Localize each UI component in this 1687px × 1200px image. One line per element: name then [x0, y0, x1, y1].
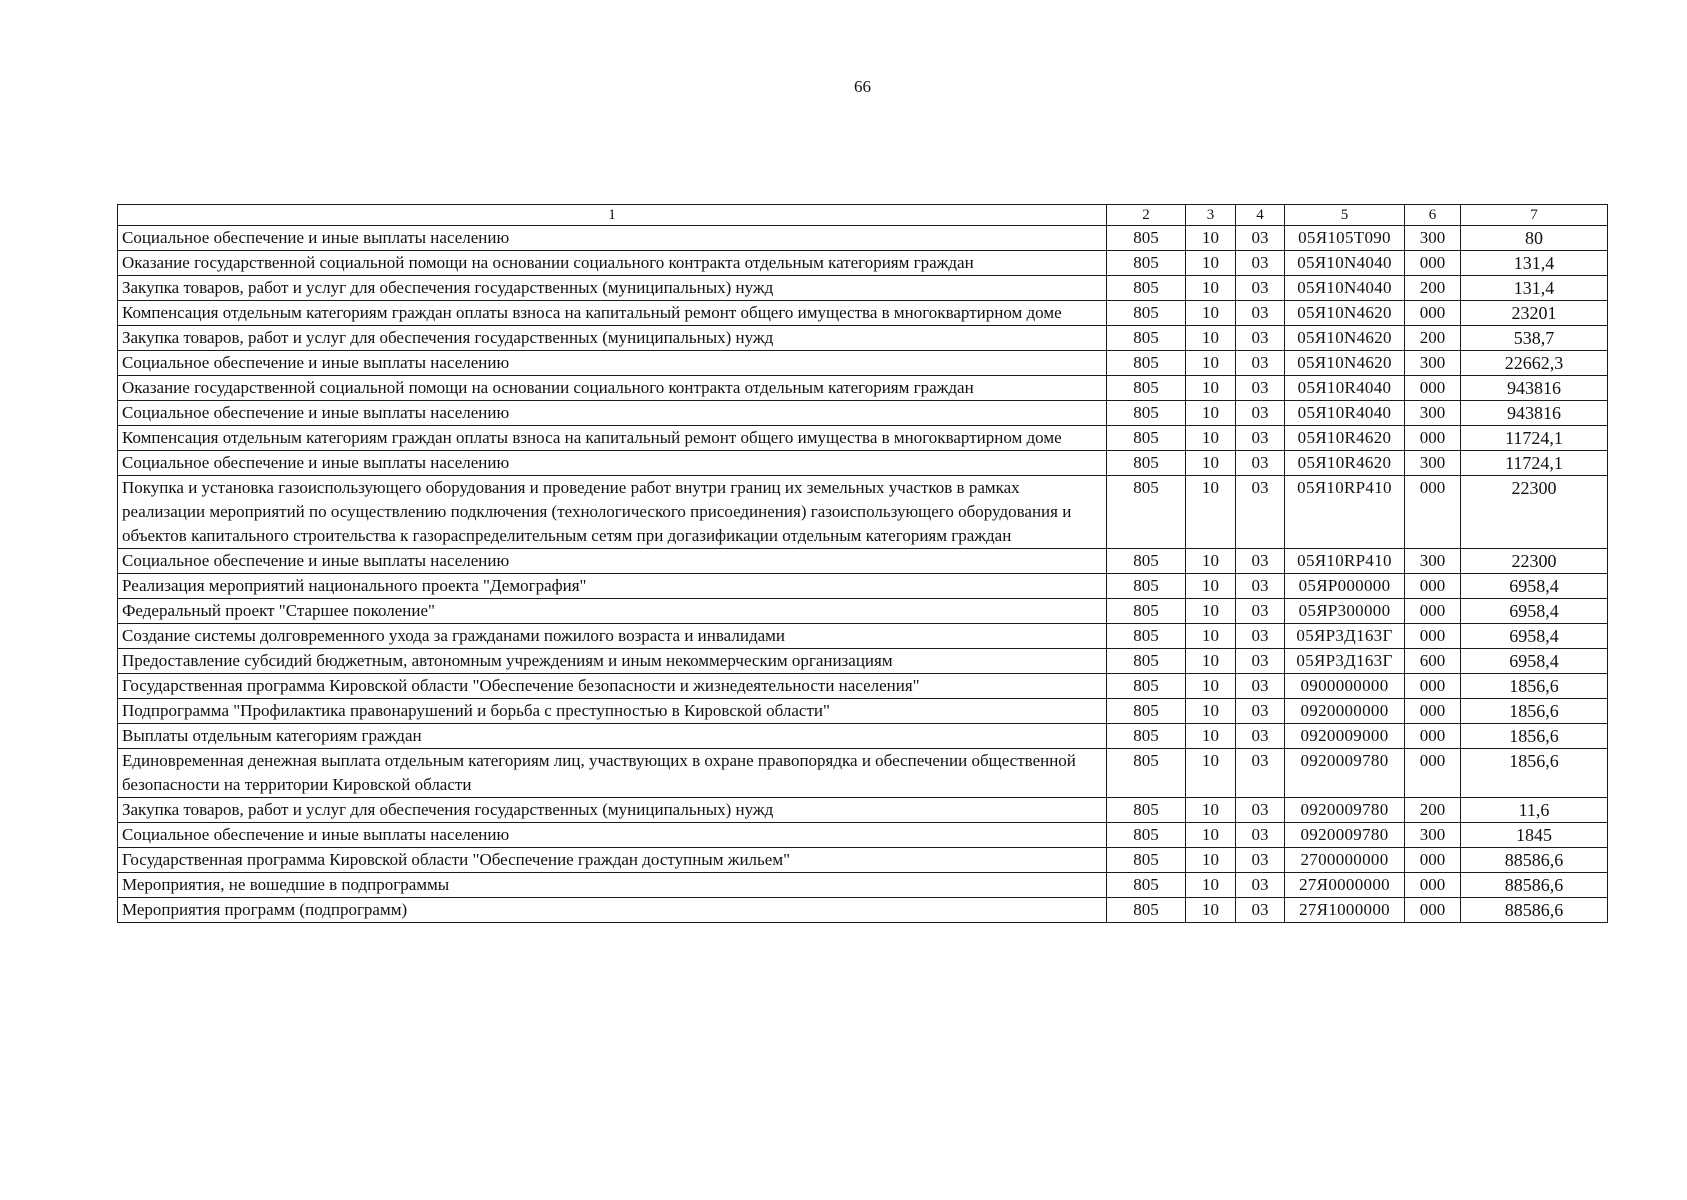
cell-col-4: 03 [1236, 823, 1285, 848]
cell-col-4: 03 [1236, 476, 1285, 549]
cell-col-7: 23201 [1461, 301, 1608, 326]
cell-col-3: 10 [1186, 326, 1236, 351]
cell-col-5: 05Я10N4040 [1285, 276, 1405, 301]
table-row [118, 549, 1608, 574]
cell-col-6: 000 [1405, 674, 1461, 699]
cell-col-3: 10 [1186, 251, 1236, 276]
cell-col-5: 05Я10R4620 [1285, 451, 1405, 476]
cell-col-7: 1856,6 [1461, 724, 1608, 749]
cell-col-2: 805 [1107, 376, 1186, 401]
cell-col-2: 805 [1107, 823, 1186, 848]
row-name-cell: Мероприятия, не вошедшие в подпрограммы [118, 873, 1107, 898]
cell-col-5: 0920009780 [1285, 823, 1405, 848]
row-name-cell: Закупка товаров, работ и услуг для обеспечения государственных (муниципальных) нужд [118, 326, 1107, 351]
cell-col-6: 000 [1405, 624, 1461, 649]
cell-col-7: 6958,4 [1461, 624, 1608, 649]
cell-col-5: 05ЯР3Д163Г [1285, 649, 1405, 674]
cell-col-3: 10 [1186, 724, 1236, 749]
cell-col-2: 805 [1107, 301, 1186, 326]
cell-col-4: 03 [1236, 649, 1285, 674]
cell-col-5: 0920009780 [1285, 749, 1405, 798]
cell-col-6: 200 [1405, 798, 1461, 823]
row-name-cell: Выплаты отдельным категориям граждан [118, 724, 1107, 749]
cell-col-5: 27Я0000000 [1285, 873, 1405, 898]
cell-col-4: 03 [1236, 549, 1285, 574]
table-row [118, 873, 1608, 898]
cell-col-3: 10 [1186, 649, 1236, 674]
cell-col-3: 10 [1186, 749, 1236, 798]
cell-col-6: 200 [1405, 326, 1461, 351]
row-name-cell: Предоставление субсидий бюджетным, автономным учреждениям и иным некоммерческим организациям [118, 649, 1107, 674]
row-name-cell: Федеральный проект "Старшее поколение" [118, 599, 1107, 624]
cell-col-6: 000 [1405, 476, 1461, 549]
row-name-cell: Закупка товаров, работ и услуг для обеспечения государственных (муниципальных) нужд [118, 276, 1107, 301]
table-row [118, 898, 1608, 923]
cell-col-5: 05Я10N4040 [1285, 251, 1405, 276]
cell-col-4: 03 [1236, 426, 1285, 451]
cell-col-3: 10 [1186, 898, 1236, 923]
table-row [118, 699, 1608, 724]
table-row [118, 599, 1608, 624]
table-row [118, 624, 1608, 649]
cell-col-4: 03 [1236, 401, 1285, 426]
cell-col-5: 05ЯР000000 [1285, 574, 1405, 599]
cell-col-7: 1856,6 [1461, 749, 1608, 798]
cell-col-5: 05ЯР3Д163Г [1285, 624, 1405, 649]
table-row [118, 401, 1608, 426]
row-name-cell: Подпрограмма "Профилактика правонарушений и борьба с преступностью в Кировской области" [118, 699, 1107, 724]
cell-col-4: 03 [1236, 351, 1285, 376]
table-row [118, 674, 1608, 699]
row-name-cell: Социальное обеспечение и иные выплаты населению [118, 226, 1107, 251]
cell-col-4: 03 [1236, 749, 1285, 798]
cell-col-4: 03 [1236, 226, 1285, 251]
table-row [118, 749, 1608, 798]
row-name-cell: Социальное обеспечение и иные выплаты населению [118, 823, 1107, 848]
page-number: 66 [854, 77, 871, 96]
header-cell: 2 [1107, 205, 1186, 226]
cell-col-5: 0920000000 [1285, 699, 1405, 724]
cell-col-2: 805 [1107, 549, 1186, 574]
table-row [118, 823, 1608, 848]
cell-col-5: 2700000000 [1285, 848, 1405, 873]
cell-col-3: 10 [1186, 674, 1236, 699]
cell-col-6: 600 [1405, 649, 1461, 674]
cell-col-3: 10 [1186, 798, 1236, 823]
table-row [118, 848, 1608, 873]
cell-col-2: 805 [1107, 599, 1186, 624]
cell-col-2: 805 [1107, 724, 1186, 749]
cell-col-2: 805 [1107, 699, 1186, 724]
table-header [118, 205, 1608, 226]
cell-col-3: 10 [1186, 276, 1236, 301]
cell-col-3: 10 [1186, 549, 1236, 574]
cell-col-5: 05Я10R4040 [1285, 376, 1405, 401]
cell-col-4: 03 [1236, 326, 1285, 351]
row-name-cell: Государственная программа Кировской области "Обеспечение безопасности и жизнедеятельности населения" [118, 674, 1107, 699]
cell-col-4: 03 [1236, 699, 1285, 724]
cell-col-7: 22300 [1461, 549, 1608, 574]
header-cell: 7 [1461, 205, 1608, 226]
cell-col-6: 000 [1405, 873, 1461, 898]
cell-col-5: 0920009000 [1285, 724, 1405, 749]
row-name-cell: Оказание государственной социальной помощи на основании социального контракта отдельным категориям граждан [118, 376, 1107, 401]
cell-col-3: 10 [1186, 873, 1236, 898]
header-cell: 1 [118, 205, 1107, 226]
row-name-cell: Социальное обеспечение и иные выплаты населению [118, 549, 1107, 574]
cell-col-6: 000 [1405, 848, 1461, 873]
table-row [118, 649, 1608, 674]
table-row [118, 451, 1608, 476]
cell-col-2: 805 [1107, 451, 1186, 476]
cell-col-3: 10 [1186, 599, 1236, 624]
cell-col-5: 0900000000 [1285, 674, 1405, 699]
cell-col-4: 03 [1236, 898, 1285, 923]
cell-col-5: 05Я10N4620 [1285, 301, 1405, 326]
cell-col-6: 000 [1405, 724, 1461, 749]
cell-col-3: 10 [1186, 574, 1236, 599]
cell-col-3: 10 [1186, 351, 1236, 376]
table-row [118, 276, 1608, 301]
budget-table [117, 204, 1608, 923]
cell-col-6: 000 [1405, 301, 1461, 326]
row-name-cell: Единовременная денежная выплата отдельным категориям лиц, участвующих в охране правопорядка и обеспечении общественной безопасности на территории Кировской области [118, 749, 1107, 798]
header-cell: 3 [1186, 205, 1236, 226]
row-name-cell: Социальное обеспечение и иные выплаты населению [118, 401, 1107, 426]
cell-col-6: 300 [1405, 451, 1461, 476]
table-row [118, 724, 1608, 749]
cell-col-4: 03 [1236, 624, 1285, 649]
cell-col-7: 1856,6 [1461, 674, 1608, 699]
cell-col-5: 05Я10R4620 [1285, 426, 1405, 451]
cell-col-6: 300 [1405, 351, 1461, 376]
cell-col-3: 10 [1186, 301, 1236, 326]
cell-col-5: 0920009780 [1285, 798, 1405, 823]
cell-col-4: 03 [1236, 674, 1285, 699]
cell-col-7: 538,7 [1461, 326, 1608, 351]
row-name-cell: Закупка товаров, работ и услуг для обеспечения государственных (муниципальных) нужд [118, 798, 1107, 823]
cell-col-2: 805 [1107, 251, 1186, 276]
cell-col-7: 943816 [1461, 376, 1608, 401]
cell-col-2: 805 [1107, 749, 1186, 798]
header-row [118, 205, 1608, 226]
row-name-cell: Социальное обеспечение и иные выплаты населению [118, 451, 1107, 476]
cell-col-3: 10 [1186, 401, 1236, 426]
cell-col-3: 10 [1186, 624, 1236, 649]
cell-col-7: 6958,4 [1461, 574, 1608, 599]
row-name-cell: Компенсация отдельным категориям граждан оплаты взноса на капитальный ремонт общего имущества в многоквартирном доме [118, 301, 1107, 326]
cell-col-3: 10 [1186, 699, 1236, 724]
row-name-cell: Покупка и установка газоиспользующего оборудования и проведение работ внутри границ их земельных участков в рамках реализации мероприятий по осуществлению подключения (технологического присоединения) газоиспользующего оборудования и объектов капитального строительства к газораспределительным сетям при догазификации отдельным категориям граждан [118, 476, 1107, 549]
cell-col-7: 22662,3 [1461, 351, 1608, 376]
cell-col-4: 03 [1236, 873, 1285, 898]
cell-col-3: 10 [1186, 476, 1236, 549]
cell-col-5: 05Я10N4620 [1285, 351, 1405, 376]
row-name-cell: Государственная программа Кировской области "Обеспечение граждан доступным жильем" [118, 848, 1107, 873]
cell-col-2: 805 [1107, 476, 1186, 549]
row-name-cell: Мероприятия программ (подпрограмм) [118, 898, 1107, 923]
cell-col-7: 6958,4 [1461, 649, 1608, 674]
row-name-cell: Реализация мероприятий национального проекта "Демография" [118, 574, 1107, 599]
cell-col-5: 05ЯР300000 [1285, 599, 1405, 624]
cell-col-4: 03 [1236, 724, 1285, 749]
cell-col-7: 88586,6 [1461, 898, 1608, 923]
cell-col-6: 200 [1405, 276, 1461, 301]
cell-col-6: 000 [1405, 574, 1461, 599]
cell-col-6: 000 [1405, 599, 1461, 624]
header-cell: 6 [1405, 205, 1461, 226]
table-row [118, 426, 1608, 451]
cell-col-6: 000 [1405, 749, 1461, 798]
cell-col-4: 03 [1236, 451, 1285, 476]
cell-col-7: 1845 [1461, 823, 1608, 848]
cell-col-7: 1856,6 [1461, 699, 1608, 724]
cell-col-7: 88586,6 [1461, 848, 1608, 873]
cell-col-7: 131,4 [1461, 276, 1608, 301]
cell-col-4: 03 [1236, 798, 1285, 823]
table-row [118, 301, 1608, 326]
cell-col-4: 03 [1236, 276, 1285, 301]
cell-col-5: 05Я10N4620 [1285, 326, 1405, 351]
table-row [118, 376, 1608, 401]
row-name-cell: Компенсация отдельным категориям граждан оплаты взноса на капитальный ремонт общего имущества в многоквартирном доме [118, 426, 1107, 451]
cell-col-3: 10 [1186, 451, 1236, 476]
cell-col-2: 805 [1107, 624, 1186, 649]
cell-col-5: 05Я105Т090 [1285, 226, 1405, 251]
header-cell: 4 [1236, 205, 1285, 226]
cell-col-2: 805 [1107, 226, 1186, 251]
cell-col-6: 300 [1405, 226, 1461, 251]
cell-col-3: 10 [1186, 823, 1236, 848]
cell-col-3: 10 [1186, 426, 1236, 451]
cell-col-3: 10 [1186, 376, 1236, 401]
cell-col-2: 805 [1107, 401, 1186, 426]
cell-col-6: 000 [1405, 898, 1461, 923]
cell-col-3: 10 [1186, 226, 1236, 251]
cell-col-2: 805 [1107, 326, 1186, 351]
row-name-cell: Социальное обеспечение и иные выплаты населению [118, 351, 1107, 376]
table-row [118, 476, 1608, 549]
cell-col-6: 300 [1405, 549, 1461, 574]
cell-col-7: 11,6 [1461, 798, 1608, 823]
table-row [118, 798, 1608, 823]
cell-col-5: 05Я10RP410 [1285, 476, 1405, 549]
cell-col-2: 805 [1107, 351, 1186, 376]
cell-col-7: 943816 [1461, 401, 1608, 426]
cell-col-7: 11724,1 [1461, 451, 1608, 476]
cell-col-7: 80 [1461, 226, 1608, 251]
cell-col-4: 03 [1236, 251, 1285, 276]
cell-col-4: 03 [1236, 574, 1285, 599]
cell-col-2: 805 [1107, 798, 1186, 823]
cell-col-2: 805 [1107, 276, 1186, 301]
cell-col-2: 805 [1107, 674, 1186, 699]
cell-col-4: 03 [1236, 301, 1285, 326]
cell-col-4: 03 [1236, 848, 1285, 873]
cell-col-2: 805 [1107, 873, 1186, 898]
cell-col-4: 03 [1236, 376, 1285, 401]
cell-col-2: 805 [1107, 898, 1186, 923]
cell-col-7: 6958,4 [1461, 599, 1608, 624]
cell-col-6: 000 [1405, 426, 1461, 451]
cell-col-6: 000 [1405, 699, 1461, 724]
cell-col-5: 05Я10RP410 [1285, 549, 1405, 574]
header-cell: 5 [1285, 205, 1405, 226]
table-row [118, 326, 1608, 351]
cell-col-5: 27Я1000000 [1285, 898, 1405, 923]
row-name-cell: Создание системы долговременного ухода за гражданами пожилого возраста и инвалидами [118, 624, 1107, 649]
row-name-cell: Оказание государственной социальной помощи на основании социального контракта отдельным категориям граждан [118, 251, 1107, 276]
cell-col-3: 10 [1186, 848, 1236, 873]
cell-col-7: 88586,6 [1461, 873, 1608, 898]
cell-col-4: 03 [1236, 599, 1285, 624]
table-row [118, 251, 1608, 276]
cell-col-2: 805 [1107, 649, 1186, 674]
cell-col-7: 11724,1 [1461, 426, 1608, 451]
cell-col-2: 805 [1107, 426, 1186, 451]
cell-col-7: 22300 [1461, 476, 1608, 549]
cell-col-5: 05Я10R4040 [1285, 401, 1405, 426]
table-body [118, 226, 1608, 923]
cell-col-6: 300 [1405, 401, 1461, 426]
cell-col-7: 131,4 [1461, 251, 1608, 276]
cell-col-2: 805 [1107, 848, 1186, 873]
cell-col-6: 000 [1405, 251, 1461, 276]
table-row [118, 226, 1608, 251]
cell-col-2: 805 [1107, 574, 1186, 599]
table-row [118, 351, 1608, 376]
table-row [118, 574, 1608, 599]
cell-col-6: 300 [1405, 823, 1461, 848]
cell-col-6: 000 [1405, 376, 1461, 401]
